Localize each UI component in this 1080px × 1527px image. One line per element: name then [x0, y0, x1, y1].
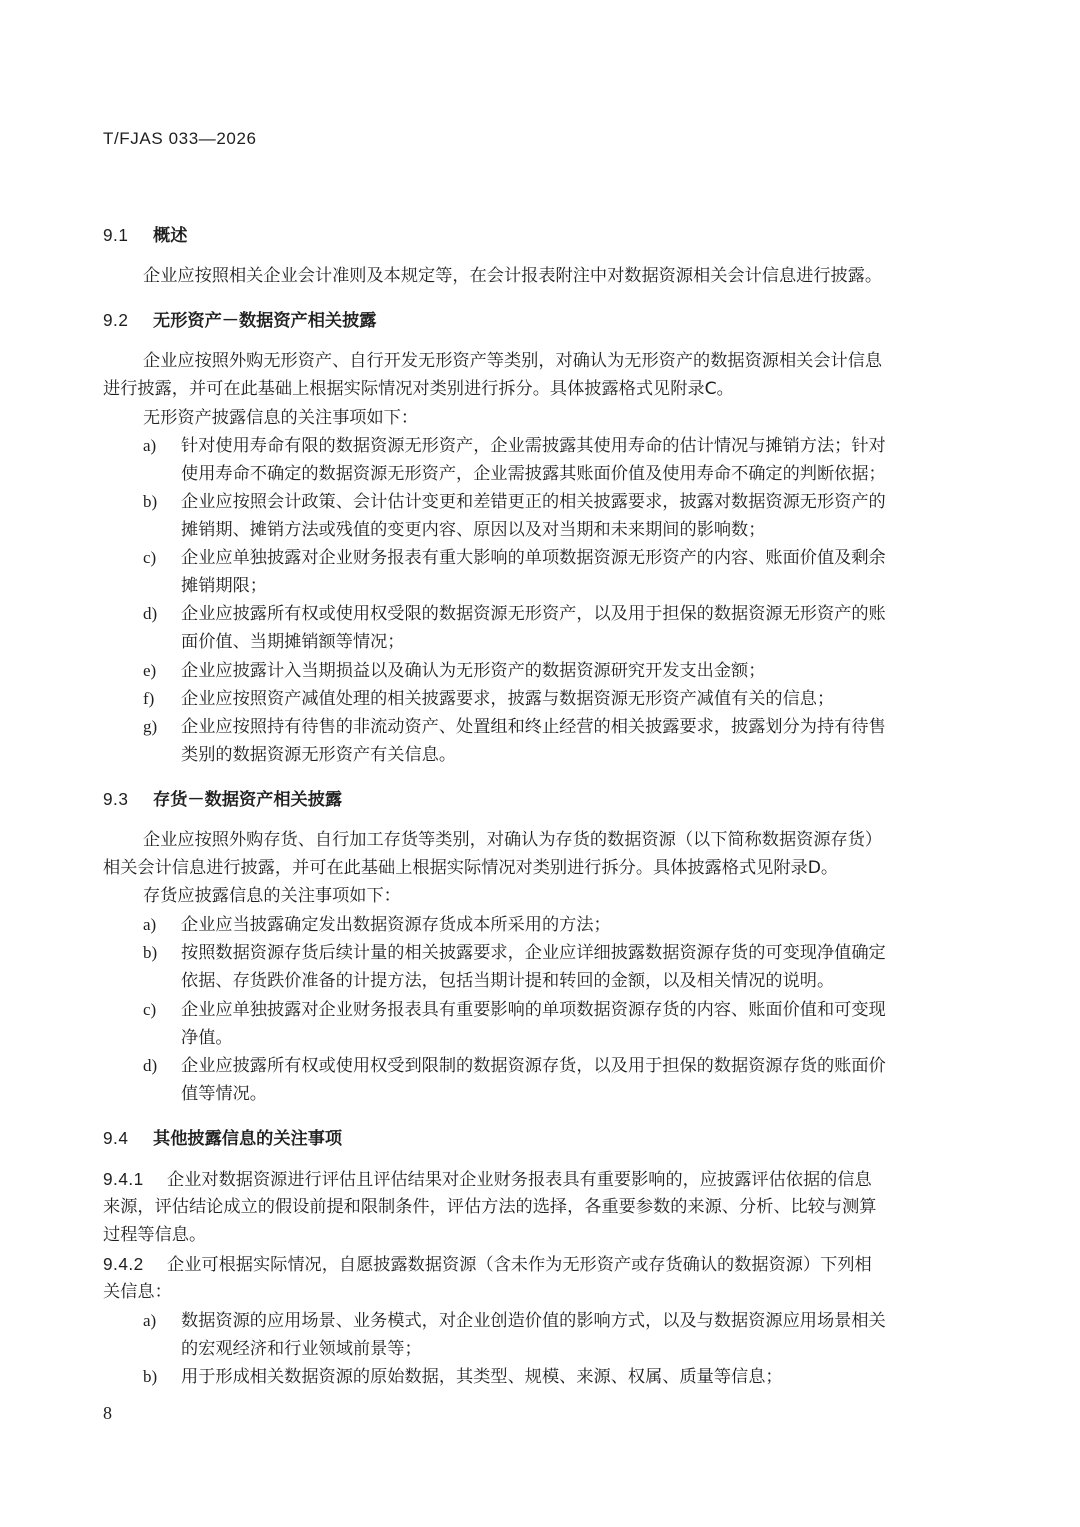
clause-number: 9.4.1 — [103, 1169, 144, 1189]
list-item-line: 企业应按照资产减值处理的相关披露要求，披露与数据资源无形资产减值有关的信息； — [181, 689, 835, 709]
section-title: 概述 — [153, 226, 188, 246]
list-item-line: 用于形成相关数据资源的原始数据，其类型、规模、来源、权属、质量等信息； — [181, 1367, 783, 1387]
section-number: 9.2 — [103, 310, 129, 330]
paragraph: 存货应披露信息的关注事项如下： — [143, 886, 401, 906]
list-item-line: 企业应单独披露对企业财务报表有重大影响的单项数据资源无形资产的内容、账面价值及剩余 — [181, 548, 886, 568]
standard-code: T/FJAS 033—2026 — [103, 129, 257, 148]
paragraph-line: 相关会计信息进行披露，并可在此基础上根据实际情况对类别进行拆分。具体披露格式见附录D。 — [103, 858, 839, 878]
paragraph: 企业应按照相关企业会计准则及本规定等，在会计报表附注中对数据资源相关会计信息进行披露。 — [143, 266, 883, 286]
list-label: e) — [143, 661, 157, 680]
list-item-line: 企业应当披露确定发出数据资源存货成本所采用的方法； — [181, 915, 611, 935]
section-number: 9.1 — [103, 225, 129, 245]
paragraph: 无形资产披露信息的关注事项如下： — [143, 408, 419, 428]
list-label: g) — [143, 717, 158, 736]
list-item-line: 企业应单独披露对企业财务报表具有重要影响的单项数据资源存货的内容、账面价值和可变现 — [181, 1000, 886, 1020]
section-title: 其他披露信息的关注事项 — [153, 1129, 343, 1149]
list-label: c) — [143, 1000, 157, 1019]
list-item-line: 值等情况。 — [181, 1084, 267, 1104]
list-label: d) — [143, 604, 158, 623]
clause-text: 企业可根据实际情况，自愿披露数据资源（含未作为无形资产或存货确认的数据资源）下列相 — [167, 1255, 872, 1275]
clause-number: 9.4.2 — [103, 1254, 144, 1274]
clause-9-4-2-line — [103, 1254, 872, 1275]
paragraph-line: 企业应按照外购存货、自行加工存货等类别，对确认为存货的数据资源（以下简称数据资源存货） — [143, 830, 883, 850]
list-item-line: 数据资源的应用场景、业务模式，对企业创造价值的影响方式，以及与数据资源应用场景相关 — [181, 1311, 886, 1331]
paragraph-line: 进行披露，并可在此基础上根据实际情况对类别进行拆分。具体披露格式见附录C。 — [103, 379, 734, 399]
paragraph-line: 关信息： — [103, 1282, 172, 1302]
list-item-line: 按照数据资源存货后续计量的相关披露要求，企业应详细披露数据资源存货的可变现净值确定 — [181, 943, 886, 963]
list-item-line: 使用寿命不确定的数据资源无形资产，企业需披露其账面价值及使用寿命不确定的判断依据； — [181, 464, 886, 484]
list-item-line: 依据、存货跌价准备的计提方法，包括当期计提和转回的金额，以及相关情况的说明。 — [181, 971, 835, 991]
paragraph-line: 企业应按照外购无形资产、自行开发无形资产等类别，对确认为无形资产的数据资源相关会计信息 — [143, 351, 883, 371]
section-title: 存货－数据资产相关披露 — [153, 790, 343, 810]
list-label: b) — [143, 1367, 158, 1386]
section-9-4-heading — [103, 1128, 342, 1149]
list-item-line: 企业应披露计入当期损益以及确认为无形资产的数据资源研究开发支出金额； — [181, 661, 766, 681]
list-label: a) — [143, 436, 157, 455]
list-item-line: 摊销期限； — [181, 576, 267, 596]
section-9-3-heading — [103, 789, 342, 810]
list-label: a) — [143, 1311, 157, 1330]
clause-text: 企业对数据资源进行评估且评估结果对企业财务报表具有重要影响的，应披露评估依据的信息 — [167, 1170, 872, 1190]
list-item-line: 摊销期、摊销方法或残值的变更内容、原因以及对当期和未来期间的影响数； — [181, 520, 766, 540]
section-9-1-heading — [103, 225, 187, 246]
list-item-line: 企业应披露所有权或使用权受到限制的数据资源存货，以及用于担保的数据资源存货的账面价 — [181, 1056, 886, 1076]
list-label: b) — [143, 943, 158, 962]
list-item-line: 企业应按照会计政策、会计估计变更和差错更正的相关披露要求，披露对数据资源无形资产的 — [181, 492, 886, 512]
page-number: 8 — [103, 1403, 112, 1423]
list-item-line: 的宏观经济和行业领域前景等； — [181, 1339, 422, 1359]
paragraph-line: 过程等信息。 — [103, 1225, 207, 1245]
section-title: 无形资产－数据资产相关披露 — [153, 311, 377, 331]
list-item-line: 类别的数据资源无形资产有关信息。 — [181, 745, 457, 765]
paragraph-line: 来源，评估结论成立的假设前提和限制条件，评估方法的选择，各重要参数的来源、分析、比较与测算 — [103, 1197, 877, 1217]
section-9-2-heading — [103, 310, 376, 331]
list-label: f) — [143, 689, 155, 708]
list-label: d) — [143, 1056, 158, 1075]
list-label: c) — [143, 548, 157, 567]
list-item-line: 企业应披露所有权或使用权受限的数据资源无形资产，以及用于担保的数据资源无形资产的账 — [181, 604, 886, 624]
list-item-line: 面价值、当期摊销额等情况； — [181, 632, 405, 652]
list-label: a) — [143, 915, 157, 934]
list-label: b) — [143, 492, 158, 511]
list-item-line: 针对使用寿命有限的数据资源无形资产，企业需披露其使用寿命的估计情况与摊销方法；针对 — [181, 436, 886, 456]
section-number: 9.3 — [103, 789, 129, 809]
section-number: 9.4 — [103, 1128, 129, 1148]
list-item-line: 企业应按照持有待售的非流动资产、处置组和终止经营的相关披露要求，披露划分为持有待售 — [181, 717, 886, 737]
clause-9-4-1-line — [103, 1169, 872, 1190]
list-item-line: 净值。 — [181, 1028, 233, 1048]
